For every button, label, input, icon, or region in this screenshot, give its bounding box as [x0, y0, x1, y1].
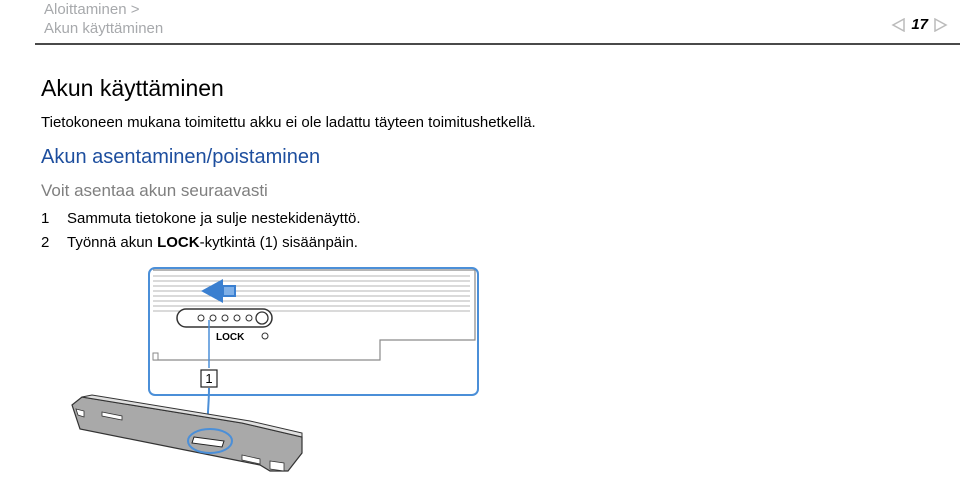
breadcrumb-parent[interactable]: Aloittaminen > — [44, 1, 140, 18]
step-text-before: Työnnä akun — [67, 234, 158, 251]
step-1 — [41, 210, 361, 227]
step-2 — [41, 234, 358, 251]
arrow-left-icon[interactable] — [891, 18, 905, 32]
lock-switch — [177, 309, 272, 327]
subsection-title: Voit asentaa akun seuraavasti — [41, 181, 268, 200]
arrow-right-icon[interactable] — [934, 18, 948, 32]
step-text-bold: LOCK — [157, 234, 200, 251]
lock-indicator — [262, 333, 268, 339]
section-title: Akun asentaminen/poistaminen — [41, 146, 321, 168]
callout-number: 1 — [205, 371, 213, 386]
page-title: Akun käyttäminen — [41, 75, 224, 101]
battery-pack — [72, 395, 302, 471]
intro-text: Tietokoneen mukana toimitettu akku ei ole ladattu täyteen toimitushetkellä. — [41, 114, 536, 131]
page-number: 17 — [911, 16, 928, 33]
step-text: Sammuta tietokone ja sulje nestekidenäyttö. — [67, 210, 361, 227]
breadcrumb — [44, 0, 163, 38]
step-number: 1 — [41, 210, 50, 227]
lock-label: LOCK — [216, 332, 245, 343]
step-number: 2 — [41, 234, 50, 251]
step-text-after: -kytkintä (1) sisäänpäin. — [199, 234, 358, 251]
page-navigation — [891, 16, 948, 33]
header-divider — [35, 43, 960, 45]
breadcrumb-current: Akun käyttäminen — [44, 20, 164, 37]
battery-illustration — [70, 265, 480, 477]
